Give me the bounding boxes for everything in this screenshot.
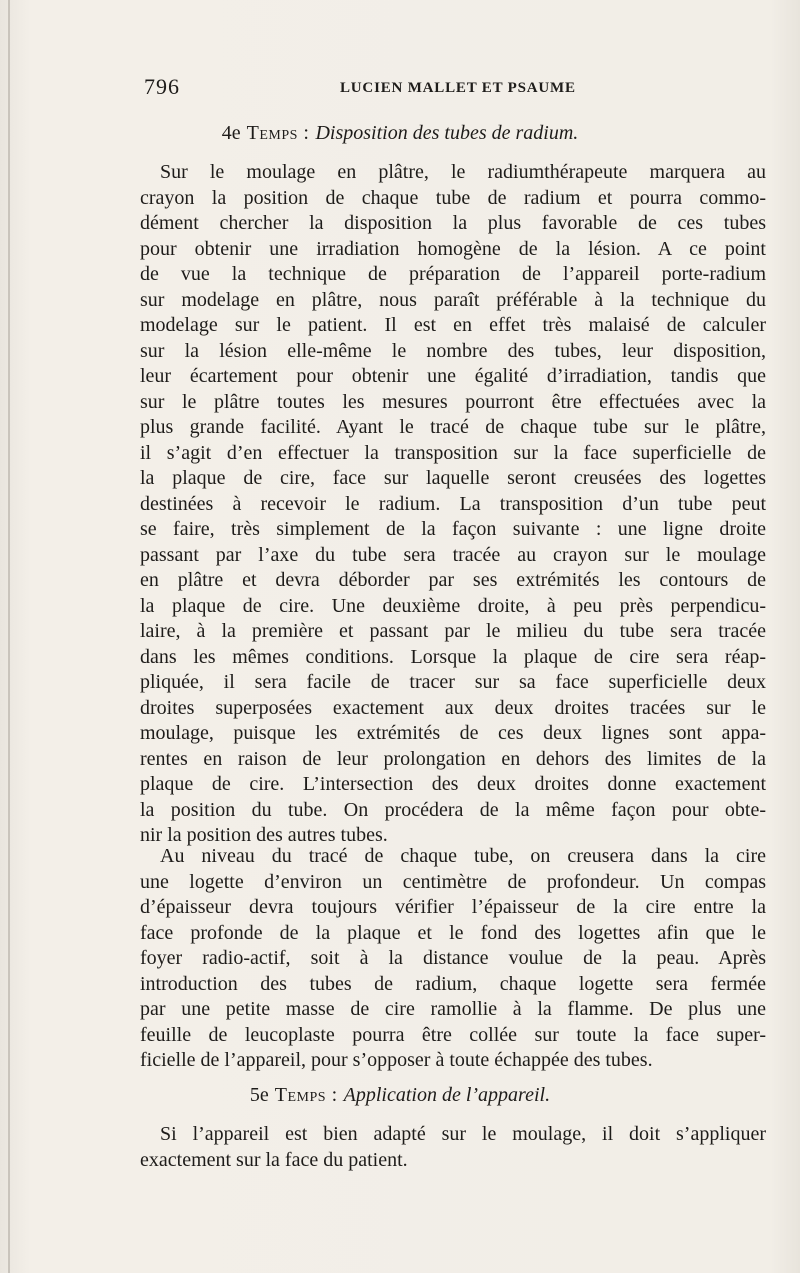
text-line: en plâtre et devra déborder par ses extrémités les contours de xyxy=(140,569,766,591)
section-temps-label: Temps : xyxy=(274,1084,338,1106)
text-line: ficielle de l’appareil, pour s’opposer à toute échappée des tubes. xyxy=(140,1049,653,1071)
text-line: sur la lésion elle-même le nombre des tubes, leur disposition, xyxy=(140,339,766,362)
text-line: Au niveau du tracé de chaque tube, on creusera dans la cire xyxy=(160,845,766,867)
text-line: pliquée, il sera facile de tracer sur sa face superficielle deux xyxy=(140,671,766,693)
text-line: introduction des tubes de radium, chaque logette sera fermée xyxy=(140,972,766,995)
running-header xyxy=(140,74,766,104)
text-line: rentes en raison de leur prolongation en dehors des limites de la xyxy=(140,747,766,770)
section-number: 4e xyxy=(221,122,241,144)
text-line: foyer radio-actif, soit à la distance voulue de la peau. Après xyxy=(140,947,766,969)
section-heading-5 xyxy=(0,1084,800,1107)
text-line: exactement sur la face du patient. xyxy=(140,1148,408,1171)
text-line: Si l’appareil est bien adapté sur le moulage, il doit s’appliquer xyxy=(160,1123,766,1145)
text-line: la plaque de cire, face sur laquelle seront creusées des logettes xyxy=(140,467,766,489)
text-line: la position du tube. On procédera de la même façon pour obte- xyxy=(140,798,766,821)
text-line: Sur le moulage en plâtre, le radiumthérapeute marquera au xyxy=(160,161,766,183)
text-line: se faire, très simplement de la façon suivante : une ligne droite xyxy=(140,518,766,540)
text-line: destinées à recevoir le radium. La transposition d’un tube peut xyxy=(140,492,766,515)
text-line: la plaque de cire. Une deuxième droite, à peu près perpendicu- xyxy=(140,594,766,617)
text-line: il s’agit d’en effectuer la transposition sur la face superficielle de xyxy=(140,441,766,464)
text-line: nir la position des autres tubes. xyxy=(140,824,388,846)
running-title: LUCIEN MALLET ET PSAUME xyxy=(340,80,576,96)
text-line: crayon la position de chaque tube de radium et pourra commo- xyxy=(140,186,766,209)
text-line: plus grande facilité. Ayant le tracé de chaque tube sur le plâtre, xyxy=(140,416,766,438)
text-line: modelage sur le patient. Il est en effet très malaisé de calculer xyxy=(140,314,766,336)
text-line: d’épaisseur devra toujours vérifier l’épaisseur de la cire entre la xyxy=(140,896,766,918)
text-line: face profonde de la plaque et le fond des logettes afin que le xyxy=(140,921,766,944)
section-temps-label: Temps : xyxy=(246,122,310,144)
text-line: une logette d’environ un centimètre de profondeur. Un compas xyxy=(140,870,766,893)
paragraph-application xyxy=(140,1122,766,1173)
section-title: Disposition des tubes de radium. xyxy=(315,122,579,144)
text-line: leur écartement pour obtenir une égalité d’irradiation, tandis que xyxy=(140,365,766,387)
text-line: pour obtenir une irradiation homogène de la lésion. A ce point xyxy=(140,237,766,260)
text-line: feuille de leucoplaste pourra être collée sur toute la face super- xyxy=(140,1023,766,1046)
page-number: 796 xyxy=(144,74,180,99)
paragraph-logettes xyxy=(140,844,766,1074)
text-line: dans les mêmes conditions. Lorsque la plaque de cire sera réap- xyxy=(140,645,766,668)
text-line: passant par l’axe du tube sera tracée au crayon sur le moulage xyxy=(140,543,766,566)
text-line: dément chercher la disposition la plus favorable de ces tubes xyxy=(140,212,766,234)
text-line: de vue la technique de préparation de l’appareil porte-radium xyxy=(140,263,766,285)
text-line: par une petite masse de cire ramollie à la flamme. De plus une xyxy=(140,998,766,1020)
text-line: droites superposées exactement aux deux droites tracées sur le xyxy=(140,696,766,719)
text-line: laire, à la première et passant par le milieu du tube sera tracée xyxy=(140,620,766,642)
section-heading-4 xyxy=(0,122,800,145)
section-title: Application de l’appareil. xyxy=(343,1084,551,1106)
paragraph-tube-disposition xyxy=(140,160,766,849)
section-number: 5e xyxy=(249,1084,269,1106)
text-line: sur modelage en plâtre, nous paraît préférable à la technique du xyxy=(140,288,766,311)
text-line: moulage, puisque les extrémités de ces deux lignes sont appa- xyxy=(140,722,766,744)
page-gutter-line xyxy=(8,0,10,1273)
text-line: sur le plâtre toutes les mesures pourront être effectuées avec la xyxy=(140,390,766,413)
text-line: plaque de cire. L’intersection des deux droites donne exactement xyxy=(140,773,766,795)
